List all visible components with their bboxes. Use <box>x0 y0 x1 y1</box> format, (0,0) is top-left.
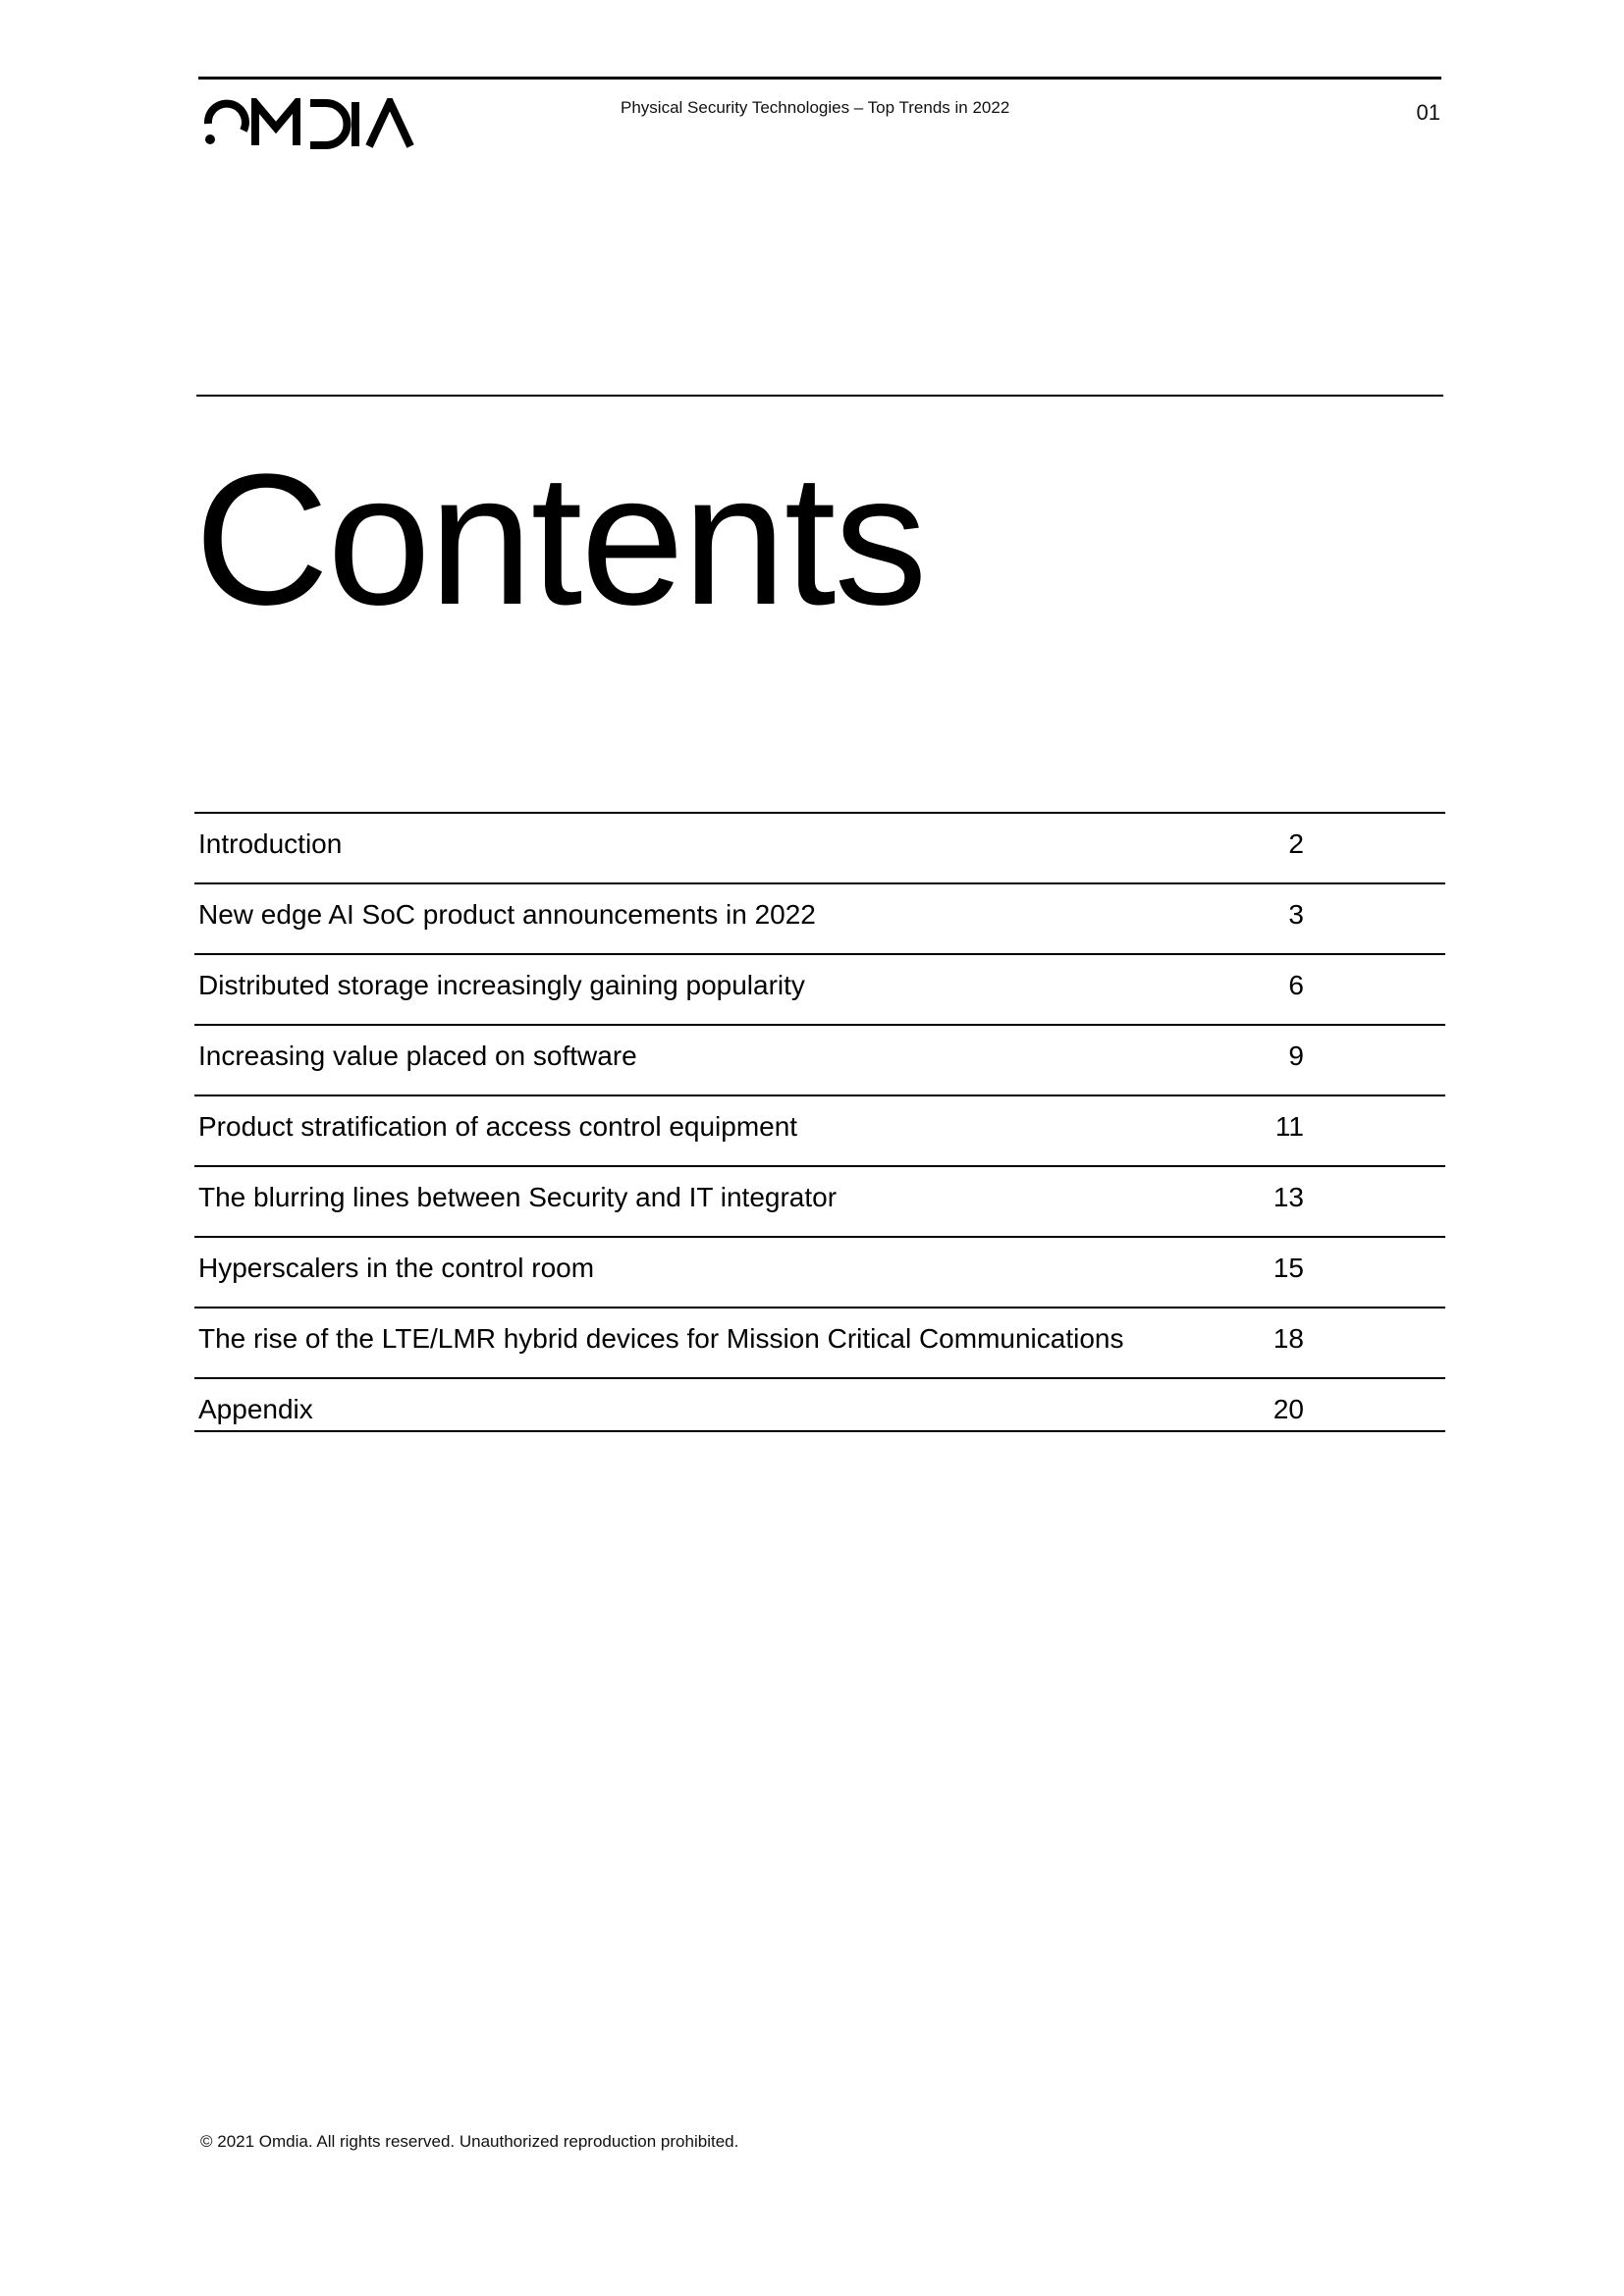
toc-entry[interactable] <box>194 1379 1445 1432</box>
toc-entry[interactable] <box>194 1096 1445 1167</box>
toc-entry-page: 20 <box>1272 1394 1304 1424</box>
toc-entry-title: Introduction <box>198 828 343 859</box>
toc-entry-title: Hyperscalers in the control room <box>198 1253 595 1283</box>
table-of-contents <box>194 812 1445 1432</box>
toc-entry-title: The rise of the LTE/LMR hybrid devices for Mission Critical Communications <box>198 1323 1124 1354</box>
toc-entry-page: 18 <box>1272 1323 1304 1354</box>
toc-entry[interactable] <box>194 1238 1445 1308</box>
toc-entry[interactable] <box>194 1308 1445 1379</box>
toc-entry-title: New edge AI SoC product announcements in 2022 <box>198 899 816 930</box>
toc-entry[interactable] <box>194 884 1445 955</box>
toc-entry[interactable] <box>194 814 1445 884</box>
toc-entry[interactable] <box>194 955 1445 1026</box>
toc-entry-title: Product stratification of access control equipment <box>198 1111 798 1142</box>
toc-entry-page: 9 <box>1288 1041 1304 1071</box>
running-title: Physical Security Technologies – Top Trends in 2022 <box>621 98 1010 117</box>
toc-entry-page: 13 <box>1272 1182 1304 1212</box>
title-rule <box>196 395 1443 397</box>
toc-entry-title: The blurring lines between Security and IT integrator <box>198 1182 838 1212</box>
page-number: 01 <box>1416 100 1440 125</box>
toc-entry-title: Increasing value placed on software <box>198 1041 637 1071</box>
toc-entry[interactable] <box>194 1026 1445 1096</box>
toc-entry-page: 15 <box>1272 1253 1304 1283</box>
page-title: Contents <box>194 436 926 644</box>
copyright-footer: © 2021 Omdia. All rights reserved. Unauthorized reproduction prohibited. <box>200 2132 739 2151</box>
toc-entry-page: 11 <box>1274 1111 1304 1142</box>
toc-entry-title: Appendix <box>198 1394 313 1424</box>
toc-entry[interactable] <box>194 1167 1445 1238</box>
header-rule <box>198 77 1441 80</box>
toc-entry-page: 3 <box>1288 899 1304 930</box>
toc-entry-title: Distributed storage increasingly gaining popularity <box>198 970 805 1000</box>
toc-entry-page: 6 <box>1288 970 1304 1000</box>
omdia-logo <box>200 98 420 149</box>
toc-entry-page: 2 <box>1288 828 1304 859</box>
